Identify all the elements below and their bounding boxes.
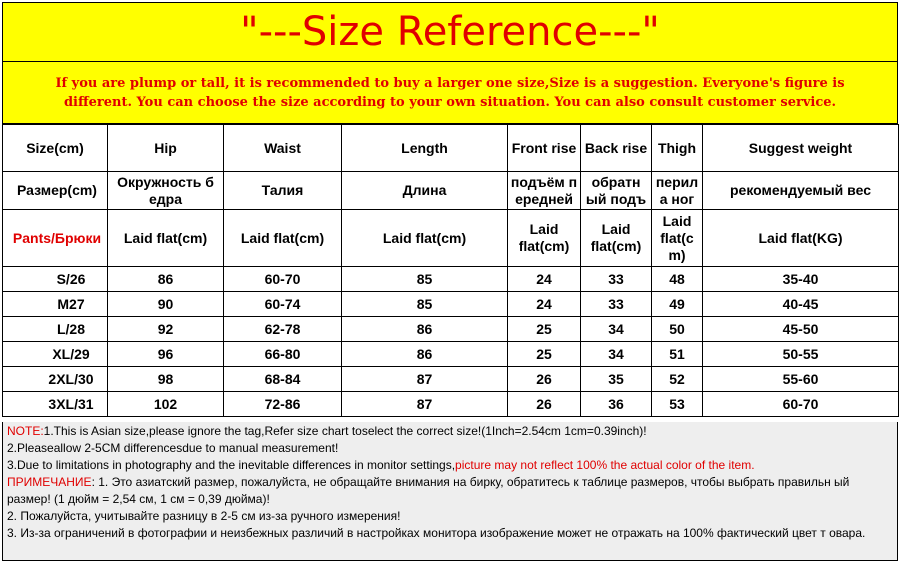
- header-row-laid: [3, 210, 899, 267]
- header-cell: Thigh: [652, 125, 703, 172]
- header-row-en: [3, 125, 899, 172]
- size-cell: 2XL/30: [3, 367, 108, 392]
- table-row: [3, 267, 899, 292]
- table-cell: 25: [508, 317, 581, 342]
- notes-section: [2, 422, 898, 561]
- header-cell: Талия: [224, 172, 342, 210]
- table-cell: 24: [508, 267, 581, 292]
- table-cell: 60-70: [703, 392, 899, 417]
- header-cell: Laid flat(KG): [703, 210, 899, 267]
- table-cell: 48: [652, 267, 703, 292]
- note-3: [7, 457, 893, 474]
- header-cell: Laid flat(cm): [224, 210, 342, 267]
- header-cell: Длина: [342, 172, 508, 210]
- note-highlight: picture may not reflect 100% the actual color of the item.: [455, 458, 755, 472]
- table-cell: 34: [581, 317, 652, 342]
- header-cell: Hip: [108, 125, 224, 172]
- page-title: "---Size Reference---": [240, 9, 660, 55]
- note-2: 2.Pleaseallow 2-5CM differencesdue to manual measurement!: [7, 441, 339, 455]
- header-cell: Size(cm): [3, 125, 108, 172]
- table-cell: 55-60: [703, 367, 899, 392]
- table-cell: 96: [108, 342, 224, 367]
- note-text: 3.Due to limitations in photography and the inevitable differences in monitor settings,: [7, 458, 456, 472]
- table-cell: 92: [108, 317, 224, 342]
- size-cell: M27: [3, 292, 108, 317]
- table-row: [3, 292, 899, 317]
- header-cell: перил а ног: [652, 172, 703, 210]
- table-cell: 86: [342, 342, 508, 367]
- header-cell: Laid flat(c m): [652, 210, 703, 267]
- table-cell: 35-40: [703, 267, 899, 292]
- table-cell: 40-45: [703, 292, 899, 317]
- header-cell: Back rise: [581, 125, 652, 172]
- header-cell: Окружность б едра: [108, 172, 224, 210]
- header-cell: Suggest weight: [703, 125, 899, 172]
- table-cell: 66-80: [224, 342, 342, 367]
- table-cell: 26: [508, 392, 581, 417]
- table-cell: 50-55: [703, 342, 899, 367]
- note-text: 1.This is Asian size,please ignore the tag,Refer size chart toselect the correct size!(1Inch=2.54cm 1cm=0.39inch)!: [43, 424, 647, 438]
- table-cell: 53: [652, 392, 703, 417]
- table-cell: 45-50: [703, 317, 899, 342]
- note-prefix: ПРИМЕЧАНИЕ: [7, 475, 92, 489]
- header-cell: Laid flat(cm): [581, 210, 652, 267]
- header-cell: подъём п ередней: [508, 172, 581, 210]
- table-cell: 34: [581, 342, 652, 367]
- table-row: [3, 367, 899, 392]
- warning-banner: [2, 62, 898, 124]
- table-cell: 60-74: [224, 292, 342, 317]
- header-cell: Laid flat(cm): [342, 210, 508, 267]
- header-cell: обратн ый подъ: [581, 172, 652, 210]
- table-cell: 36: [581, 392, 652, 417]
- table-cell: 33: [581, 292, 652, 317]
- note-ru-2: 2. Пожалуйста, учитывайте разницу в 2-5 см из-за ручного измерения!: [7, 509, 401, 523]
- header-cell: рекомендуемый вес: [703, 172, 899, 210]
- table-cell: 98: [108, 367, 224, 392]
- warning-line-1: If you are plump or tall, it is recommended to buy a larger one size,Size is a suggestion. Everyone's figure is: [55, 76, 845, 91]
- table-row: [3, 392, 899, 417]
- table-cell: 35: [581, 367, 652, 392]
- table-cell: 51: [652, 342, 703, 367]
- table-cell: 72-86: [224, 392, 342, 417]
- warning-line-2: different. You can choose the size according to your own situation. You can also consult customer service.: [63, 95, 837, 110]
- table-cell: 85: [342, 292, 508, 317]
- title-banner: [2, 2, 898, 62]
- table-cell: 90: [108, 292, 224, 317]
- header-cell: Laid flat(cm): [108, 210, 224, 267]
- note-prefix: NOTE:: [7, 424, 44, 438]
- table-cell: 52: [652, 367, 703, 392]
- header-cell: Front rise: [508, 125, 581, 172]
- table-cell: 49: [652, 292, 703, 317]
- note-1: [7, 423, 893, 440]
- table-cell: 62-78: [224, 317, 342, 342]
- header-row-ru: [3, 172, 899, 210]
- size-cell: L/28: [3, 317, 108, 342]
- header-cell: Length: [342, 125, 508, 172]
- note-ru-1: [7, 474, 893, 508]
- table-cell: 87: [342, 392, 508, 417]
- pants-label: Pants/Брюки: [3, 210, 108, 267]
- table-cell: 102: [108, 392, 224, 417]
- table-cell: 26: [508, 367, 581, 392]
- table-cell: 85: [342, 267, 508, 292]
- size-table: [2, 124, 899, 417]
- header-cell: Waist: [224, 125, 342, 172]
- table-cell: 50: [652, 317, 703, 342]
- header-cell: Laid flat(cm): [508, 210, 581, 267]
- table-cell: 86: [342, 317, 508, 342]
- table-row: [3, 342, 899, 367]
- table-cell: 68-84: [224, 367, 342, 392]
- table-cell: 24: [508, 292, 581, 317]
- note-text: : 1. Это азиатский размер, пожалуйста, не обращайте внимания на бирку, обратитесь к таблице размеров, чтобы выбрать правильн ый размер! (1 дюйм = 2,54 см, 1 см = 0,39 дюйма)!: [7, 475, 850, 506]
- table-cell: 33: [581, 267, 652, 292]
- note-ru-3: 3. Из-за ограничений в фотографии и неизбежных различий в настройках монитора изображение может не отражать на 100% фактический цвет т овара.: [7, 526, 866, 540]
- table-cell: 60-70: [224, 267, 342, 292]
- size-cell: XL/29: [3, 342, 108, 367]
- table-row: [3, 317, 899, 342]
- size-cell: S/26: [3, 267, 108, 292]
- table-cell: 25: [508, 342, 581, 367]
- table-cell: 86: [108, 267, 224, 292]
- size-cell: 3XL/31: [3, 392, 108, 417]
- header-cell: Размер(cm): [3, 172, 108, 210]
- table-cell: 87: [342, 367, 508, 392]
